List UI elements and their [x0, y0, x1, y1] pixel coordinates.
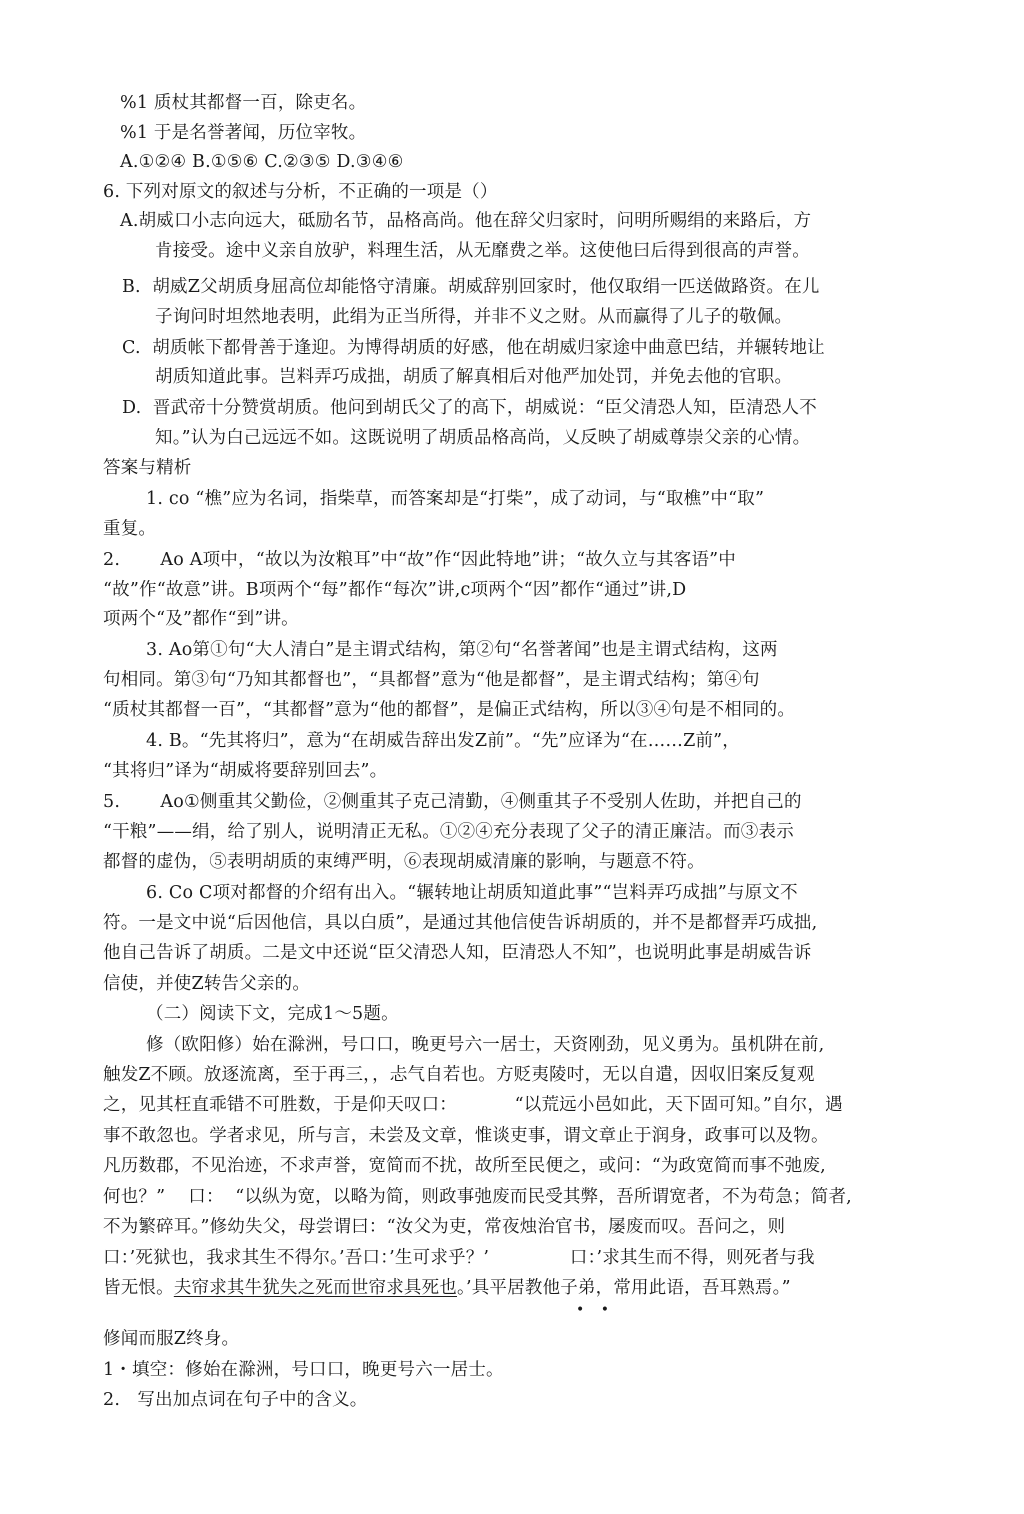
- text-line-10: 胡质知道此事。岂料弄巧成拙，胡质了解真相后对他严加处罚，并免去他的官职。: [155, 367, 793, 387]
- text-line-3: A.①②④ B.①⑤⑥ C.②③⑤ D.③④⑥: [120, 152, 404, 172]
- text-line-9: C. 胡质帐下都骨善于逢迎。为博得胡质的好感，他在胡威归家途中曲意巴结，并辗转地让: [122, 338, 825, 358]
- text-line-18: 项两个“及”都作“到”讲。: [103, 609, 299, 629]
- text-line-15: 重复。: [103, 519, 157, 539]
- section-heading: 答案与精析: [103, 458, 192, 478]
- text-line-40: [103, 1277, 791, 1299]
- question-2: 2. 写出加点词在句子中的含义。: [103, 1390, 368, 1410]
- emphasis-dots: • •: [576, 1302, 615, 1318]
- text-line-20: 句相同。第③句“乃知其都督也”，“具都督”意为“他是都督”，是主谓式结构；第④句: [103, 670, 760, 690]
- text-line-23: “其将归”译为“胡威将要辞别回去”。: [103, 761, 388, 781]
- text-line-40-end: 。’具平居教他子弟，常用此语，吾耳熟焉。”: [457, 1278, 791, 1298]
- text-line-8: 子询问时坦然地表明，此绢为正当所得，并非不义之财。从而赢得了儿子的敬佩。: [155, 307, 793, 327]
- passage-heading: （二）阅读下文，完成1～5题。: [146, 1004, 399, 1024]
- text-line-24: 5. Ao①侧重其父勤俭，②侧重其子克己清勤，④侧重其子不受别人佐助，并把自己的: [103, 792, 802, 812]
- text-line-22: 4. B。“先其将归”，意为“在胡威告辞出发Z前”。“先”应译为“在……Z前”，: [146, 731, 741, 751]
- text-line-16: 2. Ao A项中，“故以为汝粮耳”中“故”作“因此特地”讲；“故久立与其客语”中: [103, 550, 736, 570]
- text-line-4: 6. 下列对原文的叙述与分析，不正确的一项是（）: [103, 182, 498, 202]
- text-line-33: 触发Z不顾。放逐流离，至于再三，，忐气自若也。方贬夷陵吋，无以自遣，因収旧案反复观: [103, 1065, 815, 1085]
- text-line-30: 信使，并使Z转告父亲的。: [103, 974, 311, 994]
- text-line-2: %1 于是名誉著闻，历位宰牧。: [120, 123, 367, 143]
- text-line-34: 之，见其枉直乖错不可胜数，于是仰天叹口： “以荒远小邑如此，天下固可知。”自尔，遇: [103, 1095, 843, 1115]
- text-line-32: 修（欧阳修）始在滁洲，号口口，晚更号六一居士，天资刚劲，见义勇为。虽机阱在前,: [146, 1035, 825, 1055]
- text-line-36: 凡历数郡，不见治迹，不求声誉，宽简而不扰，故所至民便之，或问：“为政宽简而事不弛废,: [103, 1156, 826, 1176]
- text-line-7: B. 胡威Z父胡质身屈高位却能恪守清廉。胡威辞别回家时，他仅取绢一匹送做路资。在儿: [122, 277, 820, 297]
- underlined-sentence: 夫帘求其牛犹失之死而世帘求具死也: [173, 1278, 458, 1298]
- text-line-6: 肯接受。途中义亲自放驴，料理生活，从无靡费之举。这使他曰后得到很高的声誉。: [155, 241, 810, 261]
- text-line-35: 事不敢忽也。学者求见，所与言，未尝及文章，惟谈吏事，谓文章止于润身，政事可以及物。: [103, 1126, 829, 1146]
- text-line-21: “质杖其都督一百”，“其都督”意为“他的都督”，是偏正式结构，所以③④句是不相同的。: [103, 700, 796, 720]
- text-line-29: 他自己告诉了胡质。二是文中还说“臣父清恐人知，臣清恐人不知”，也说明此事是胡威告诉: [103, 943, 812, 963]
- text-line-19: 3. Ao第①句“大人清白”是主谓式结构，第②句“名誉著闻”也是主谓式结构，这两: [146, 640, 778, 660]
- text-line-17: “故”作“故意”讲。B项两个“每”都作“每次”讲,c项两个“因”都作“通过”讲,D: [103, 580, 687, 600]
- text-line-12: 知。”认为白己远远不如。这既说明了胡质品格高尚，乂反映了胡威尊崇父亲的心情。: [155, 428, 811, 448]
- text-line-1: %1 质杖其都督一百，除吏名。: [120, 93, 367, 113]
- text-line-14: 1. co “樵”应为名词，指柴草，而答案却是“打柴”，成了动词，与“取樵”中“取”: [146, 489, 765, 509]
- text-line-38: 不为繁碎耳。”修幼失父，母尝谓曰：“汝父为吏，常夜烛治官书，屡废而叹。吾问之，则: [103, 1217, 786, 1237]
- text-line-25: “干粮”——绢，给了别人，说明清正无私。①②④充分表现了父子的清正廉洁。而③表示: [103, 822, 794, 842]
- text-line-27: 6. Co C项对都督的介绍有出入。“辗转地让胡质知道此事”“岂料弄巧成拙”与原文不: [146, 883, 798, 903]
- text-line-11: D. 晋武帝十分赞赏胡质。他问到胡氏父了的高下，胡威说：“臣父清恐人知，臣清恐人不: [122, 398, 817, 418]
- question-1: 1・填空：修始在滁洲，号口口，晚更号六一居士。: [103, 1360, 504, 1380]
- text-line-5: A.胡威口小志向远大，砥励名节，品格高尚。他在辞父归家时，问明所赐绢的来路后，方: [120, 211, 812, 231]
- text-line-40-start: 皆无恨。: [103, 1278, 174, 1298]
- text-line-39: 口：’死狱也，我求其生不得尔。’吾口：’生可求乎？’ 口：’求其生而不得，则死者与我: [103, 1248, 815, 1268]
- text-line-28: 符。一是文中说“后因他信，具以白质”，是通过其他信使告诉胡质的，并不是都督弄巧成拙,: [103, 913, 818, 933]
- text-line-26: 都督的虚伪，⑤表明胡质的束缚严明，⑥表现胡威清廉的影响，与题意不符。: [103, 852, 705, 872]
- text-line-41: 修闻而服Z终身。: [103, 1329, 240, 1349]
- text-line-37: 何也？” 口： “以纵为宽，以略为简，则政事弛废而民受其弊，吾所谓宽者，不为苟急；简者,: [103, 1187, 852, 1207]
